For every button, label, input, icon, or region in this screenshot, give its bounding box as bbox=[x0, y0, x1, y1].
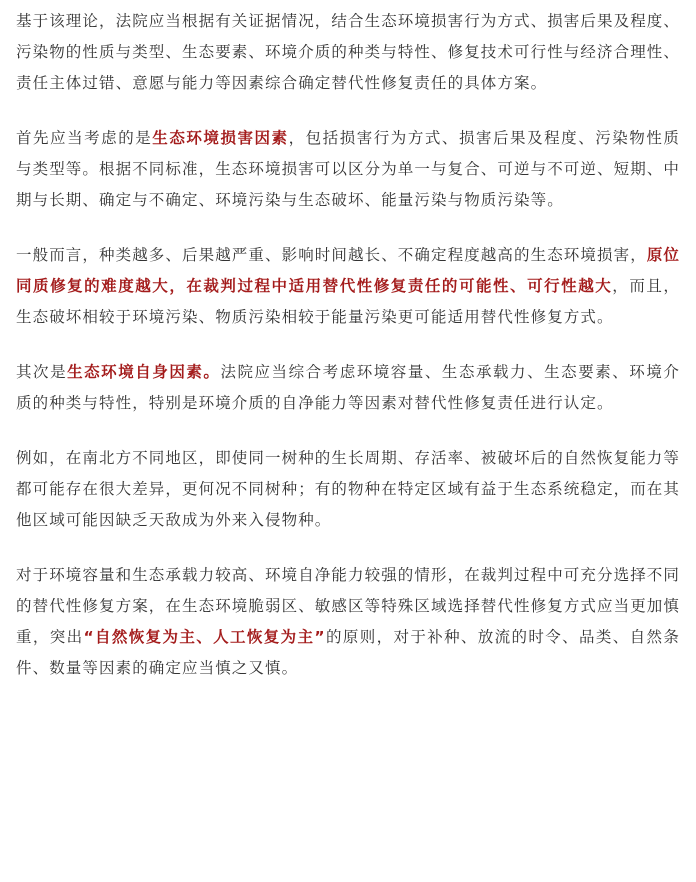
paragraph-text: ，而且，生态破坏相较于环境污染、物质污染相较于能量污染更可能适用替代性修复方式。 bbox=[16, 277, 680, 326]
paragraph-text: 法院应当综合考虑环境容量、生态承载力、生态要素、环境介质的种类与特性，特别是环境介质的自净能力等因素对替代性修复责任进行认定。 bbox=[16, 363, 680, 412]
paragraph-theory-basis bbox=[16, 6, 680, 99]
paragraph-text: 其次是 bbox=[16, 363, 68, 381]
paragraph-text: 的原则，对于补种、放流的时令、品类、自然条件、数量等因素的确定应当慎之又慎。 bbox=[16, 628, 681, 677]
highlight-text: 生态环境损害因素 bbox=[152, 129, 289, 147]
paragraph-text: 基于该理论，法院应当根据有关证据情况，结合生态环境损害行为方式、损害后果及程度、污染物的性质与类型、生态要素、环境介质的种类与特性、修复技术可行性与经济合理性、责任主体过错、意愿与能力等因素综合确定替代性修复责任的具体方案。 bbox=[16, 12, 681, 92]
paragraph-text: 一般而言，种类越多、后果越严重、影响时间越长、不确定程度越高的生态环境损害， bbox=[16, 246, 647, 264]
article-body bbox=[16, 6, 680, 708]
paragraph-general-rule bbox=[16, 240, 680, 333]
highlight-text: “自然恢复为主、人工恢复为主” bbox=[83, 628, 326, 646]
highlight-text: 生态环境自身因素。 bbox=[67, 363, 221, 381]
highlight-text: 原位同质修复的难度越大，在裁判过程中适用替代性修复责任的可能性、可行性越大 bbox=[16, 246, 681, 295]
paragraph-text: 对于环境容量和生态承载力较高、环境自净能力较强的情形，在裁判过程中可充分选择不同的替代性修复方案，在生态环境脆弱区、敏感区等特殊区域选择替代性修复方式应当更加慎重，突出 bbox=[16, 566, 681, 646]
paragraph-text: 首先应当考虑的是 bbox=[16, 129, 153, 147]
paragraph-ecological-factors bbox=[16, 357, 680, 419]
paragraph-damage-factors bbox=[16, 123, 680, 216]
paragraph-text: 例如，在南北方不同地区，即使同一树种的生长周期、存活率、被破坏后的自然恢复能力等都可能存在很大差异，更何况不同树种；有的物种在特定区域有益于生态系统稳定，而在其他区域可能因缺乏天敌成为外来入侵物种。 bbox=[16, 449, 681, 529]
paragraph-text: ，包括损害行为方式、损害后果及程度、污染物性质与类型等。根据不同标准，生态环境损害可以区分为单一与复合、可逆与不可逆、短期、中期与长期、确定与不确定、环境污染与生态破坏、能量污染与物质污染等。 bbox=[16, 129, 681, 209]
paragraph-example bbox=[16, 443, 680, 536]
paragraph-capacity-principle bbox=[16, 560, 680, 684]
